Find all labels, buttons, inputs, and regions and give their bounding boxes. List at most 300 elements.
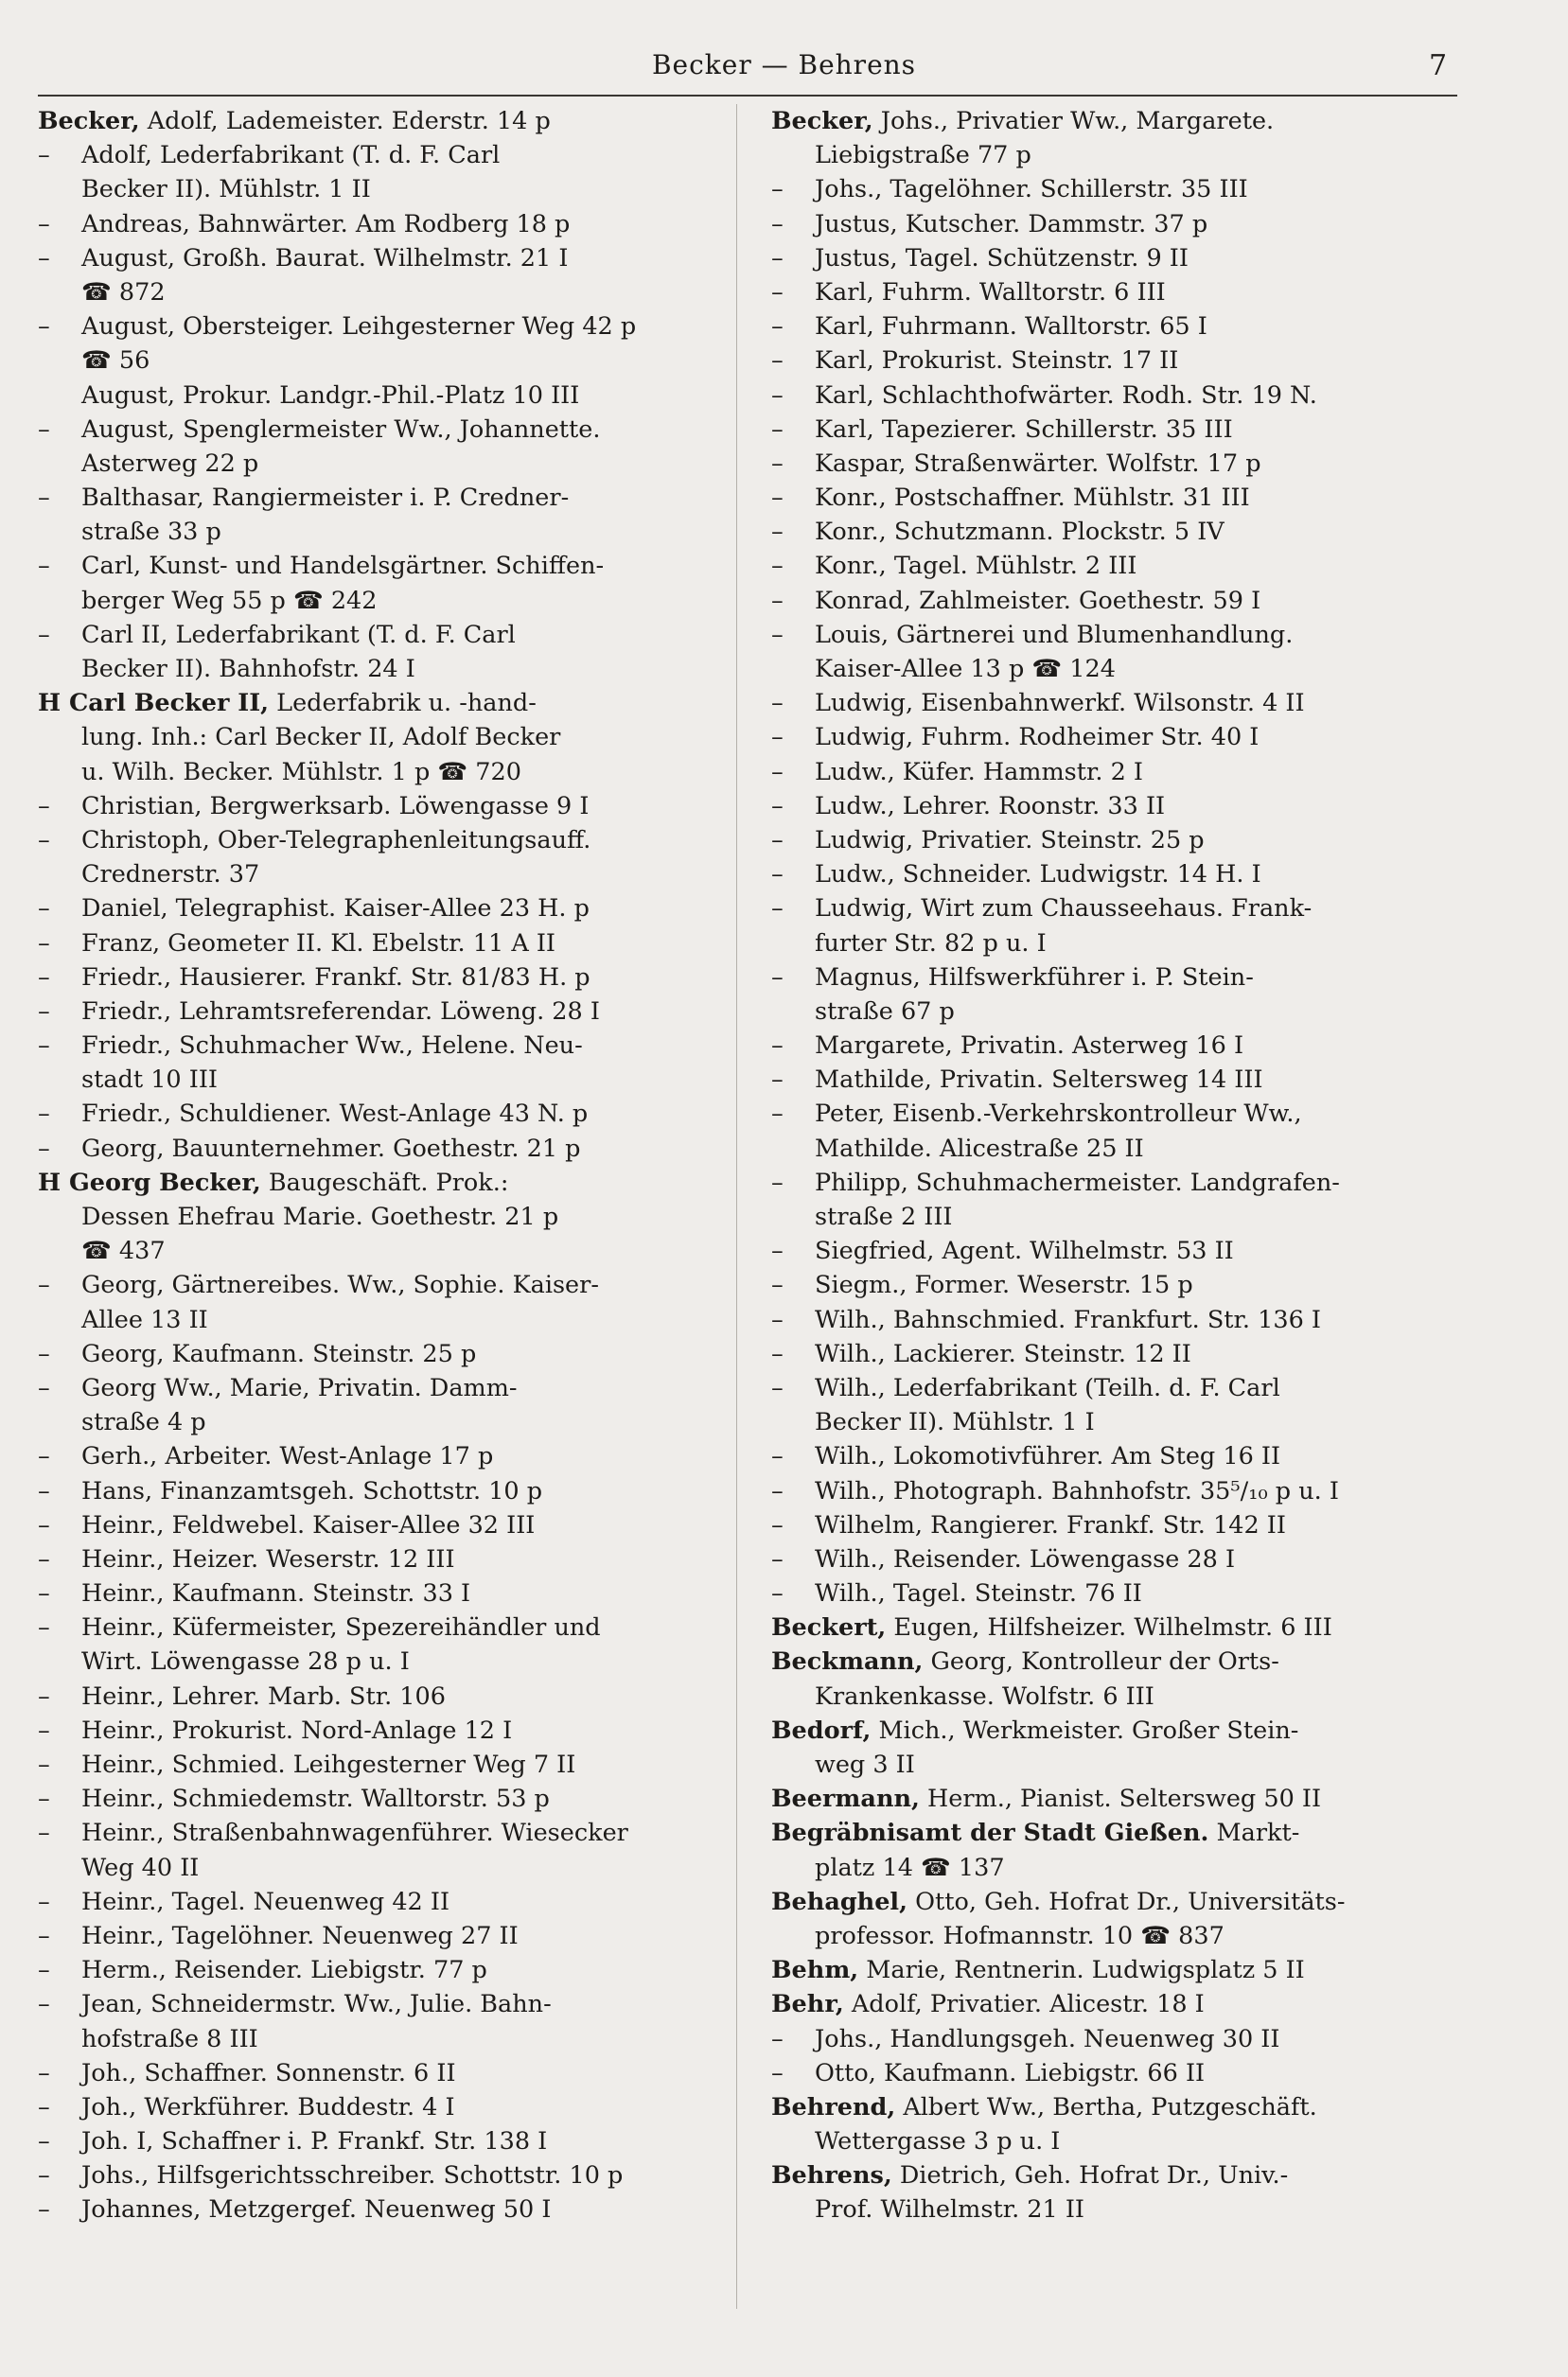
entry-text: Johs., Tagelöhner. Schillerstr. 35 III: [815, 175, 1248, 204]
ditto-dash: –: [38, 1271, 50, 1300]
entry-surname: H Georg Becker,: [38, 1168, 261, 1197]
entry-text: Herm., Reisender. Liebigstr. 77 p: [81, 1956, 487, 1985]
directory-line: [771, 1439, 1453, 1473]
directory-line: lung. Inh.: Carl Becker II, Adolf Becker: [81, 723, 561, 752]
ditto-dash: –: [771, 586, 784, 615]
directory-line: [38, 686, 719, 720]
entry-text: Georg, Bauunternehmer. Goethestr. 21 p: [81, 1134, 581, 1163]
ditto-dash: –: [771, 894, 784, 924]
ditto-dash: –: [771, 825, 784, 854]
directory-line: Mathilde. Alicestraße 25 II: [815, 1134, 1144, 1163]
entry-text: Margarete, Privatin. Asterweg 16 I: [815, 1031, 1244, 1061]
ditto-dash: –: [771, 552, 784, 581]
directory-line: [38, 481, 719, 515]
entry-text: Friedr., Hausierer. Frankf. Str. 81/83 H. p: [81, 962, 590, 992]
entry-text: August, Großh. Baurat. Wilhelmstr. 21 I: [81, 243, 569, 273]
directory-line: [38, 1576, 719, 1611]
directory-line: [38, 1097, 719, 1131]
directory-line: [771, 1816, 1453, 1850]
directory-line: ☎ 437: [81, 1237, 166, 1266]
entry-text: Friedr., Schuhmacher Ww., Helene. Neu-: [81, 1031, 583, 1061]
ditto-dash: –: [771, 1579, 784, 1609]
entry-text: Joh., Werkführer. Buddestr. 4 I: [81, 2092, 455, 2122]
entry-text: Otto, Geh. Hofrat Dr., Universitäts-: [907, 1887, 1346, 1916]
entry-text: Wilh., Tagel. Steinstr. 76 II: [815, 1579, 1142, 1609]
ditto-dash: –: [38, 1579, 50, 1609]
ditto-dash: –: [771, 1339, 784, 1368]
entry-text: Ludwig, Wirt zum Chausseehaus. Frank-: [815, 894, 1313, 924]
entry-text: Adolf, Privatier. Alicestr. 18 I: [843, 1990, 1205, 2019]
entry-text: Jean, Schneidermstr. Ww., Julie. Bahn-: [81, 1990, 552, 2019]
entry-text: Heinr., Lehrer. Marb. Str. 106: [81, 1682, 446, 1711]
directory-line: [38, 926, 719, 960]
entry-text: Adolf, Lademeister. Ederstr. 14 p: [139, 107, 551, 135]
ditto-dash: –: [771, 1168, 784, 1197]
directory-line: Wettergasse 3 p u. I: [815, 2127, 1061, 2157]
directory-line: [771, 2056, 1453, 2090]
directory-line: [38, 823, 719, 857]
entry-text: Ludwig, Privatier. Steinstr. 25 p: [815, 825, 1205, 854]
entry-text: Karl, Fuhrmann. Walltorstr. 65 I: [815, 312, 1207, 342]
directory-line: [771, 720, 1453, 754]
directory-line: straße 2 III: [815, 1203, 953, 1231]
entry-text: Ludw., Küfer. Hammstr. 2 I: [815, 757, 1143, 786]
directory-line: [771, 104, 1453, 138]
entry-text: Justus, Kutscher. Dammstr. 37 p: [815, 209, 1208, 238]
ditto-dash: –: [771, 1510, 784, 1540]
directory-line: [38, 1337, 719, 1371]
directory-line: [38, 1611, 719, 1645]
directory-line: [771, 1508, 1453, 1542]
entry-text: Mathilde, Privatin. Seltersweg 14 III: [815, 1065, 1263, 1095]
ditto-dash: –: [771, 1476, 784, 1505]
directory-line: [38, 960, 719, 995]
ditto-dash: –: [38, 825, 50, 854]
directory-line: stadt 10 III: [81, 1065, 218, 1095]
ditto-dash: –: [38, 1134, 50, 1163]
entry-text: Balthasar, Rangiermeister i. P. Credner-: [81, 484, 570, 513]
ditto-dash: –: [771, 518, 784, 547]
entry-surname: Beckert,: [771, 1613, 887, 1643]
entry-text: Friedr., Lehramtsreferendar. Löweng. 28 I: [81, 996, 600, 1026]
entry-text: Ludw., Lehrer. Roonstr. 33 II: [815, 791, 1166, 820]
entry-text: Heinr., Tagel. Neuenweg 42 II: [81, 1887, 450, 1916]
ditto-dash: –: [38, 552, 50, 581]
entry-text: Konr., Postschaffner. Mühlstr. 31 III: [815, 484, 1250, 513]
entry-text: Georg, Kontrolleur der Orts-: [923, 1647, 1279, 1677]
entry-text: Daniel, Telegraphist. Kaiser-Allee 23 H. p: [81, 894, 590, 924]
ditto-dash: –: [38, 894, 50, 924]
ditto-dash: –: [38, 1921, 50, 1950]
entry-text: Albert Ww., Bertha, Putzgeschäft.: [895, 2092, 1317, 2122]
ditto-dash: –: [771, 1065, 784, 1095]
ditto-dash: –: [38, 1785, 50, 1814]
ditto-dash: –: [38, 1476, 50, 1505]
running-header: Becker — Behrens: [651, 49, 917, 80]
entry-text: Wilhelm, Rangierer. Frankf. Str. 142 II: [815, 1510, 1286, 1540]
directory-line: [38, 618, 719, 652]
entry-text: Heinr., Küfermeister, Spezereihändler und: [81, 1613, 601, 1643]
entry-text: Marie, Rentnerin. Ludwigsplatz 5 II: [858, 1956, 1305, 1985]
ditto-dash: –: [38, 1751, 50, 1779]
directory-line: [38, 1439, 719, 1473]
ditto-dash: –: [771, 757, 784, 786]
directory-line: [38, 1371, 719, 1405]
ditto-dash: –: [771, 723, 784, 752]
directory-line: professor. Hofmannstr. 10 ☎ 837: [815, 1921, 1224, 1950]
entry-text: Andreas, Bahnwärter. Am Rodberg 18 p: [81, 209, 571, 238]
ditto-dash: –: [771, 1544, 784, 1574]
entry-text: Carl, Kunst- und Handelsgärtner. Schiffen-: [81, 552, 605, 581]
ditto-dash: –: [38, 1819, 50, 1848]
ditto-dash: –: [38, 2161, 50, 2191]
entry-text: Johs., Handlungsgeh. Neuenweg 30 II: [815, 2024, 1280, 2053]
ditto-dash: –: [38, 620, 50, 649]
directory-line: hofstraße 8 III: [81, 2024, 258, 2053]
entry-text: Justus, Tagel. Schützenstr. 9 II: [815, 243, 1189, 273]
ditto-dash: –: [38, 1682, 50, 1711]
entry-text: Georg, Gärtnereibes. Ww., Sophie. Kaiser-: [81, 1271, 599, 1300]
entry-surname: Behaghel,: [771, 1887, 907, 1916]
entry-text: Gerh., Arbeiter. West-Anlage 17 p: [81, 1442, 494, 1471]
directory-line: [771, 1987, 1453, 2021]
entry-text: Konrad, Zahlmeister. Goethestr. 59 I: [815, 586, 1261, 615]
entry-surname: Begräbnisamt der Stadt Gießen.: [771, 1819, 1209, 1848]
entry-text: Kaspar, Straßenwärter. Wolfstr. 17 p: [815, 449, 1261, 478]
column-divider: [736, 104, 737, 2309]
ditto-dash: –: [38, 1887, 50, 1916]
directory-line: furter Str. 82 p u. I: [815, 928, 1047, 958]
entry-text: Franz, Geometer II. Kl. Ebelstr. 11 A II: [81, 928, 555, 958]
directory-line: [771, 309, 1453, 343]
directory-line: [38, 104, 719, 138]
directory-line: Liebigstraße 77 p: [815, 141, 1031, 170]
entry-text: Eugen, Hilfsheizer. Wilhelmstr. 6 III: [886, 1613, 1332, 1643]
entry-text: Heinr., Prokurist. Nord-Anlage 12 I: [81, 1716, 513, 1745]
entry-text: Ludwig, Eisenbahnwerkf. Wilsonstr. 4 II: [815, 689, 1305, 718]
left-column: [38, 104, 719, 2227]
entry-surname: Beermann,: [771, 1785, 920, 1814]
entry-text: Wilh., Lackierer. Steinstr. 12 II: [815, 1339, 1191, 1368]
directory-line: Allee 13 II: [81, 1305, 208, 1334]
entry-text: Wilh., Bahnschmied. Frankfurt. Str. 136 I: [815, 1305, 1321, 1334]
directory-line: [38, 1474, 719, 1508]
entry-text: Louis, Gärtnerei und Blumenhandlung.: [815, 620, 1294, 649]
directory-line: [771, 686, 1453, 720]
ditto-dash: –: [771, 689, 784, 718]
directory-line: [38, 2158, 719, 2192]
entry-text: Siegfried, Agent. Wilhelmstr. 53 II: [815, 1237, 1234, 1266]
directory-line: [38, 1885, 719, 1919]
ditto-dash: –: [38, 1339, 50, 1368]
directory-line: [771, 1611, 1453, 1645]
ditto-dash: –: [38, 1100, 50, 1129]
directory-line: [771, 1474, 1453, 1508]
entry-text: Heinr., Schmied. Leihgesterner Weg 7 II: [81, 1751, 576, 1779]
directory-line: [771, 515, 1453, 549]
directory-line: [38, 207, 719, 241]
entry-text: Ludwig, Fuhrm. Rodheimer Str. 40 I: [815, 723, 1260, 752]
entry-text: Wilh., Photograph. Bahnhofstr. 35⁵/₁₀ p u. I: [815, 1476, 1339, 1505]
ditto-dash: –: [38, 2127, 50, 2157]
entry-text: Heinr., Schmiedemstr. Walltorstr. 53 p: [81, 1785, 550, 1814]
directory-line: [771, 1268, 1453, 1302]
ditto-dash: –: [38, 1613, 50, 1643]
directory-line: [771, 755, 1453, 789]
entry-text: Philipp, Schuhmachermeister. Landgrafen-: [815, 1168, 1340, 1197]
entry-text: Adolf, Lederfabrikant (T. d. F. Carl: [81, 141, 501, 170]
directory-line: [38, 995, 719, 1029]
directory-line: [771, 241, 1453, 275]
directory-line: Prof. Wilhelmstr. 21 II: [815, 2195, 1084, 2225]
ditto-dash: –: [771, 1237, 784, 1266]
entry-text: Carl II, Lederfabrikant (T. d. F. Carl: [81, 620, 516, 649]
directory-line: [771, 1303, 1453, 1337]
ditto-dash: –: [38, 414, 50, 444]
entry-text: Mich., Werkmeister. Großer Stein-: [871, 1716, 1299, 1745]
directory-line: [38, 309, 719, 343]
directory-line: ☎ 872: [81, 277, 166, 307]
entry-text: August, Obersteiger. Leihgesterner Weg 42 p: [81, 312, 637, 342]
directory-line: [38, 1987, 719, 2021]
directory-line: [38, 549, 719, 583]
directory-line: [771, 1885, 1453, 1919]
entry-text: Friedr., Schuldiener. West-Anlage 43 N. p: [81, 1100, 589, 1129]
directory-line: [771, 2022, 1453, 2056]
ditto-dash: –: [38, 2195, 50, 2225]
entry-text: Konr., Schutzmann. Plockstr. 5 IV: [815, 518, 1224, 547]
ditto-dash: –: [38, 1373, 50, 1402]
entry-text: Karl, Schlachthofwärter. Rodh. Str. 19 N.: [815, 380, 1317, 410]
ditto-dash: –: [771, 2024, 784, 2053]
directory-line: [771, 1166, 1453, 1200]
entry-text: Baugeschäft. Prok.:: [260, 1168, 509, 1197]
entry-text: Heinr., Kaufmann. Steinstr. 33 I: [81, 1579, 471, 1609]
entry-surname: Bedorf,: [771, 1716, 872, 1745]
entry-text: Wilh., Lokomotivführer. Am Steg 16 II: [815, 1442, 1281, 1471]
ditto-dash: –: [771, 1100, 784, 1129]
entry-text: Johs., Hilfsgerichtsschreiber. Schottstr. 10 p: [81, 2161, 624, 2191]
directory-line: [771, 1029, 1453, 1063]
entry-surname: Behm,: [771, 1956, 859, 1985]
header-rule: [38, 95, 1457, 97]
ditto-dash: –: [38, 1544, 50, 1574]
ditto-dash: –: [771, 243, 784, 273]
entry-text: Magnus, Hilfswerkführer i. P. Stein-: [815, 962, 1254, 992]
directory-line: platz 14 ☎ 137: [815, 1853, 1005, 1882]
entry-text: Christoph, Ober-Telegraphenleitungsauff.: [81, 825, 591, 854]
directory-line: [38, 1166, 719, 1200]
directory-line: [771, 1953, 1453, 1987]
ditto-dash: –: [771, 484, 784, 513]
directory-line: [771, 584, 1453, 618]
entry-text: Heinr., Feldwebel. Kaiser-Allee 32 III: [81, 1510, 536, 1540]
directory-line: [38, 789, 719, 823]
ditto-dash: –: [38, 312, 50, 342]
ditto-dash: –: [771, 1031, 784, 1061]
ditto-dash: –: [771, 277, 784, 307]
directory-line: [38, 1029, 719, 1063]
ditto-dash: –: [771, 209, 784, 238]
ditto-dash: –: [771, 2058, 784, 2087]
entry-surname: H Carl Becker II,: [38, 689, 270, 718]
ditto-dash: –: [38, 484, 50, 513]
directory-line: [771, 207, 1453, 241]
directory-line: [771, 618, 1453, 652]
directory-line: [38, 1680, 719, 1714]
entry-text: Joh., Schaffner. Sonnenstr. 6 II: [81, 2058, 456, 2087]
directory-line: straße 67 p: [815, 996, 955, 1026]
ditto-dash: –: [38, 1716, 50, 1745]
entry-surname: Behr,: [771, 1990, 844, 2019]
ditto-dash: –: [38, 791, 50, 820]
directory-line: ☎ 56: [81, 346, 150, 376]
entry-surname: Becker,: [38, 107, 140, 135]
entry-text: Markt-: [1208, 1819, 1300, 1848]
directory-line: [771, 447, 1453, 481]
ditto-dash: –: [38, 141, 50, 170]
ditto-dash: –: [38, 996, 50, 1026]
entry-text: August, Spenglermeister Ww., Johannette.: [81, 414, 601, 444]
directory-line: Kaiser-Allee 13 p ☎ 124: [815, 655, 1116, 683]
entry-surname: Beckmann,: [771, 1647, 924, 1677]
ditto-dash: –: [771, 312, 784, 342]
directory-line: [38, 138, 719, 172]
directory-line: [38, 2192, 719, 2227]
directory-line: [771, 1782, 1453, 1816]
right-column: [771, 104, 1453, 2227]
directory-line: straße 33 p: [81, 518, 221, 547]
directory-line: [771, 2090, 1453, 2124]
entry-surname: Behrens,: [771, 2161, 892, 2191]
directory-line: weg 3 II: [815, 1751, 915, 1779]
directory-line: [771, 1371, 1453, 1405]
ditto-dash: –: [771, 380, 784, 410]
directory-line: [771, 481, 1453, 515]
ditto-dash: –: [771, 1442, 784, 1471]
directory-line: [38, 1816, 719, 1850]
directory-line: [38, 1919, 719, 1953]
entry-text: Georg Ww., Marie, Privatin. Damm-: [81, 1373, 518, 1402]
entry-text: Lederfabrik u. -hand-: [269, 689, 537, 718]
ditto-dash: –: [38, 1442, 50, 1471]
ditto-dash: –: [38, 1031, 50, 1061]
directory-line: [771, 172, 1453, 206]
directory-line: [771, 891, 1453, 925]
directory-line: Becker II). Bahnhofstr. 24 I: [81, 655, 415, 683]
directory-line: [771, 379, 1453, 413]
directory-line: [771, 857, 1453, 891]
directory-line: [771, 275, 1453, 309]
directory-line: [771, 823, 1453, 857]
entry-text: Karl, Tapezierer. Schillerstr. 35 III: [815, 414, 1233, 444]
entry-text: Joh. I, Schaffner i. P. Frankf. Str. 138 I: [81, 2127, 548, 2157]
directory-line: straße 4 p: [81, 1408, 206, 1437]
entry-surname: Becker,: [771, 107, 873, 135]
directory-line: [38, 1748, 719, 1782]
entry-text: Wilh., Reisender. Löwengasse 28 I: [815, 1544, 1236, 1574]
directory-line: [38, 413, 719, 447]
ditto-dash: –: [38, 1510, 50, 1540]
directory-line: u. Wilh. Becker. Mühlstr. 1 p ☎ 720: [81, 757, 521, 786]
entry-text: Heinr., Heizer. Weserstr. 12 III: [81, 1544, 455, 1574]
ditto-dash: –: [38, 962, 50, 992]
ditto-dash: –: [771, 860, 784, 889]
directory-line: [38, 891, 719, 925]
directory-line: berger Weg 55 p ☎ 242: [81, 586, 378, 615]
ditto-dash: –: [771, 414, 784, 444]
directory-line: [38, 241, 719, 275]
directory-line: [771, 1097, 1453, 1131]
entry-text: Hans, Finanzamtsgeh. Schottstr. 10 p: [81, 1476, 543, 1505]
ditto-dash: –: [38, 1990, 50, 2019]
ditto-dash: –: [771, 1271, 784, 1300]
ditto-dash: –: [38, 243, 50, 273]
entry-text: Karl, Prokurist. Steinstr. 17 II: [815, 346, 1179, 376]
directory-line: [771, 1234, 1453, 1268]
directory-line: [771, 789, 1453, 823]
directory-line: [771, 413, 1453, 447]
directory-line: [771, 2158, 1453, 2192]
entry-text: Ludw., Schneider. Ludwigstr. 14 H. I: [815, 860, 1261, 889]
directory-line: [38, 2056, 719, 2090]
entry-text: Konr., Tagel. Mühlstr. 2 III: [815, 552, 1137, 581]
entry-text: Johannes, Metzgergef. Neuenweg 50 I: [81, 2195, 552, 2225]
directory-line: [38, 1508, 719, 1542]
entry-surname: Behrend,: [771, 2092, 896, 2122]
page-number: 7: [1429, 49, 1448, 82]
directory-line: [38, 1542, 719, 1576]
directory-line: [771, 1337, 1453, 1371]
ditto-dash: –: [771, 791, 784, 820]
directory-line: [771, 1063, 1453, 1097]
entry-text: Georg, Kaufmann. Steinstr. 25 p: [81, 1339, 477, 1368]
ditto-dash: –: [771, 620, 784, 649]
entry-text: Heinr., Straßenbahnwagenführer. Wiesecker: [81, 1819, 628, 1848]
directory-line: [771, 960, 1453, 995]
entry-text: Otto, Kaufmann. Liebigstr. 66 II: [815, 2058, 1206, 2087]
ditto-dash: –: [38, 1956, 50, 1985]
directory-line: Becker II). Mühlstr. 1 I: [815, 1408, 1095, 1437]
directory-line: [771, 1714, 1453, 1748]
ditto-dash: –: [771, 346, 784, 376]
directory-line: Dessen Ehefrau Marie. Goethestr. 21 p: [81, 1203, 559, 1231]
directory-line: Crednerstr. 37: [81, 860, 260, 889]
entry-text: Peter, Eisenb.-Verkehrskontrolleur Ww.,: [815, 1100, 1302, 1129]
directory-line: Wirt. Löwengasse 28 p u. I: [81, 1647, 410, 1677]
entry-text: Heinr., Tagelöhner. Neuenweg 27 II: [81, 1921, 519, 1950]
entry-text: Christian, Bergwerksarb. Löwengasse 9 I: [81, 791, 590, 820]
directory-line: August, Prokur. Landgr.-Phil.-Platz 10 III: [81, 380, 580, 410]
directory-line: [38, 1268, 719, 1302]
directory-line: [38, 1782, 719, 1816]
directory-line: [771, 549, 1453, 583]
directory-line: [38, 2090, 719, 2124]
entry-text: Dietrich, Geh. Hofrat Dr., Univ.-: [891, 2161, 1289, 2191]
directory-line: Asterweg 22 p: [81, 449, 259, 478]
directory-line: [771, 343, 1453, 378]
ditto-dash: –: [38, 209, 50, 238]
directory-line: [38, 1953, 719, 1987]
directory-line: [771, 1542, 1453, 1576]
ditto-dash: –: [771, 449, 784, 478]
entry-text: Siegm., Former. Weserstr. 15 p: [815, 1271, 1193, 1300]
ditto-dash: –: [38, 2058, 50, 2087]
ditto-dash: –: [771, 1373, 784, 1402]
directory-line: Becker II). Mühlstr. 1 II: [81, 175, 371, 204]
entry-text: Karl, Fuhrm. Walltorstr. 6 III: [815, 277, 1166, 307]
directory-line: [38, 2124, 719, 2158]
